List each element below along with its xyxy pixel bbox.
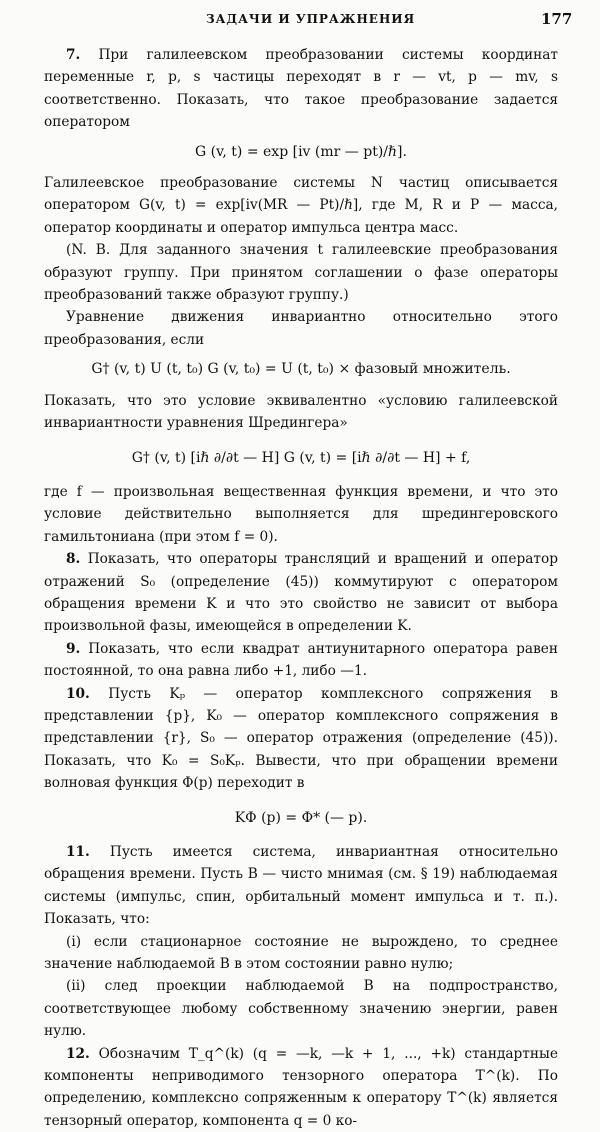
problem-8 bbox=[44, 548, 558, 638]
page-number: 177 bbox=[541, 10, 573, 28]
page-body bbox=[44, 44, 558, 1132]
problem-12 bbox=[44, 1043, 558, 1132]
problem-number: 12. bbox=[66, 1045, 90, 1062]
problem-number: 8. bbox=[66, 551, 81, 568]
paragraph: Галилеевское преобразование системы N частиц описывается оператором G(v, t) = exp[iv(MR — Pt)/ℏ], где M, R и P — масса, оператор координаты и оператор импульса центра масс. bbox=[44, 175, 558, 236]
equation-galilean-operator: G (v, t) = exp [iv (mr — pt)/ℏ]. bbox=[195, 143, 407, 160]
problem-text: Обозначим T_q^(k) (q = —k, —k + 1, ..., +k) стандартные компоненты неприводимого тензорного оператора T^(k). По определению, комплексно сопряженным к оператору T^(k) является тензорный оператор, компонента q = 0 ко- bbox=[44, 1045, 558, 1129]
problem-7 bbox=[44, 44, 558, 134]
paragraph-note: (N. B. Для заданного значения t галилеевские преобразования образуют группу. При принятом соглашении о фазе операторы преобразований также образуют группу.) bbox=[44, 242, 558, 304]
problem-number: 11. bbox=[66, 844, 90, 860]
list-item: (i) если стационарное состояние не вырождено, то среднее значение наблюдаемой B в этом состоянии равно нулю; bbox=[44, 933, 558, 973]
paragraph: Уравнение движения инвариантно относительно этого преобразования, если bbox=[44, 309, 558, 348]
problem-10 bbox=[44, 683, 558, 795]
problem-number: 9. bbox=[66, 640, 81, 657]
problem-number: 10. bbox=[66, 685, 90, 702]
running-title: ЗАДАЧИ И УПРАЖНЕНИЯ bbox=[206, 12, 416, 26]
problem-text: Пусть имеется система, инвариантная относительно обращения времени. Пусть B — чисто мнимая (см. § 19) наблюдаемая системы (импульс, спин, орбитальный момент импульса и т. п.). Показать, что: bbox=[44, 844, 558, 928]
equation-schrodinger-invariance: G† (v, t) [iℏ ∂/∂t — H] G (v, t) = [iℏ ∂/∂t — H] + f, bbox=[131, 449, 471, 466]
problem-text: Пусть Kₚ — оператор комплексного сопряжения в представлении {p}, K₀ — оператор комплексного сопряжения в представлении {r}, S₀ — оператор отражения (определение (45)). Показать, что K₀ = S₀Kₚ. Вывести, что при обращении времени волновая функция Φ(p) переходит в bbox=[44, 685, 558, 792]
problem-11 bbox=[44, 841, 558, 931]
problem-number: 7. bbox=[66, 47, 81, 63]
equation-invariance: G† (v, t) U (t, t₀) G (v, t₀) = U (t, t₀) × фазовый множитель. bbox=[91, 361, 511, 378]
paragraph: Показать, что это условие эквивалентно «условию галилеевской инвариантности уравнения Шредингера» bbox=[44, 392, 558, 432]
problem-text: При галилеевском преобразовании системы координат переменные r, p, s частицы переходят в r — vt, p — mv, s соответственно. Показать, что такое преобразование задается оператором bbox=[44, 47, 558, 131]
list-item: (ii) след проекции наблюдаемой B на подпространство, соответствующее любому собственному значению энергии, равен нулю. bbox=[44, 978, 558, 1040]
problem-9 bbox=[44, 638, 558, 683]
problem-text: Показать, что операторы трансляций и вращений и оператор отражений S₀ (определение (45)) коммутируют с оператором обращения времени K и что это свойство не зависит от выбора произвольной фазы, имеющейся в определении K. bbox=[44, 551, 558, 635]
paragraph: где f — произвольная вещественная функция времени, и что это условие действительно выполняется для шредингеровского гамильтониана (при этом f = 0). bbox=[44, 483, 558, 545]
equation-time-reversal: KΦ (p) = Φ* (— p). bbox=[234, 809, 368, 826]
problem-text: Показать, что если квадрат антиунитарного оператора равен постоянной, то она равна либо +1, либо —1. bbox=[44, 640, 558, 680]
